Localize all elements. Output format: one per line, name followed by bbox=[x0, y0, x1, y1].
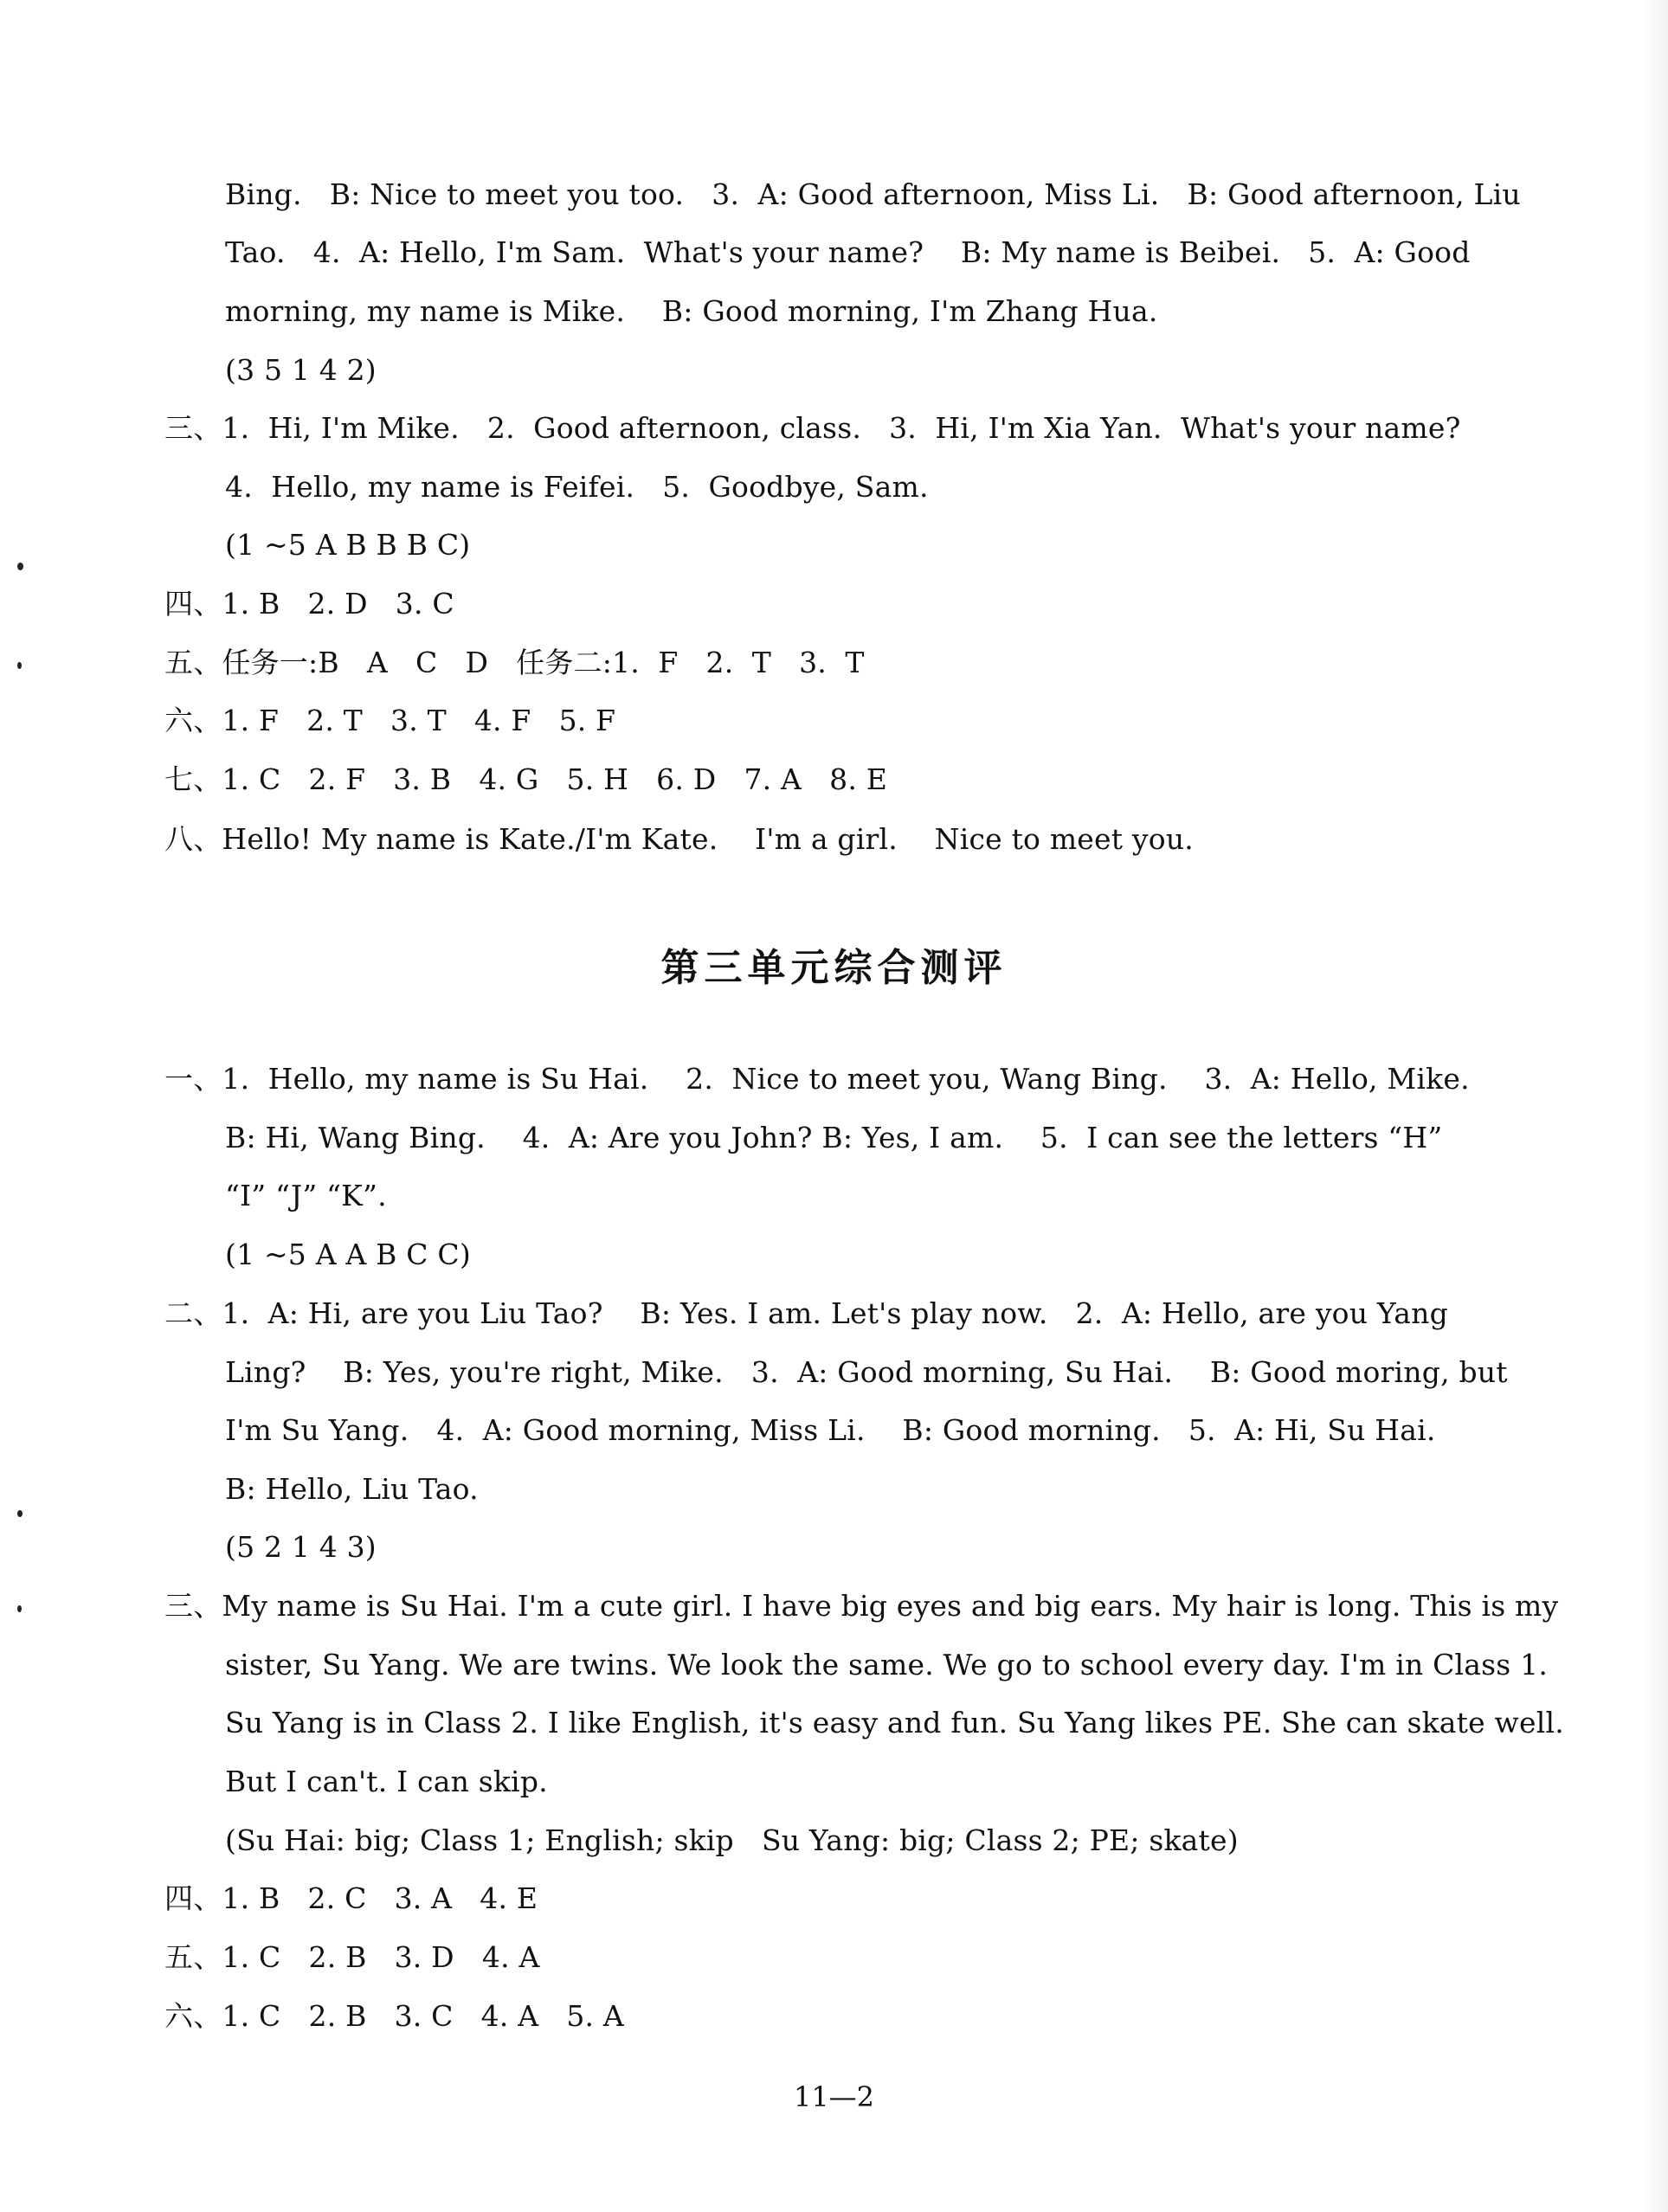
answer-line: 三、1. Hi, I'm Mike. 2. Good afternoon, class. 3. Hi, I'm Xia Yan. What's your name? bbox=[164, 411, 1461, 445]
answer-line: Ling? B: Yes, you're right, Mike. 3. A: Good morning, Su Hai. B: Good moring, but bbox=[225, 1355, 1508, 1389]
scan-dot bbox=[17, 563, 23, 570]
answer-line: (5 2 1 4 3) bbox=[225, 1530, 377, 1564]
answer-line: (1 ~5 A A B C C) bbox=[225, 1238, 471, 1271]
answer-line: 六、1. C 2. B 3. C 4. A 5. A bbox=[164, 1999, 624, 2033]
answer-line: Su Yang is in Class 2. I like English, it's easy and fun. Su Yang likes PE. She can skate well. bbox=[225, 1706, 1564, 1739]
section-title: 第三单元综合测评 bbox=[660, 946, 1008, 990]
answer-line: 五、任务一:B A C D 任务二:1. F 2. T 3. T bbox=[164, 646, 865, 679]
scan-dot bbox=[17, 1510, 23, 1517]
scan-dot bbox=[17, 1605, 22, 1612]
answer-line: 4. Hello, my name is Feifei. 5. Goodbye, Sam. bbox=[225, 470, 929, 504]
answer-line: 七、1. C 2. F 3. B 4. G 5. H 6. D 7. A 8. E bbox=[164, 762, 888, 796]
answer-line: 二、1. A: Hi, are you Liu Tao? B: Yes. I am. Let's play now. 2. A: Hello, are you Yang bbox=[164, 1296, 1448, 1330]
answer-line: “I” “J” “K”. bbox=[225, 1179, 387, 1212]
answer-line: 三、My name is Su Hai. I'm a cute girl. I have big eyes and big ears. My hair is long. This is my bbox=[164, 1589, 1559, 1623]
answer-line: B: Hello, Liu Tao. bbox=[225, 1472, 479, 1506]
answer-line: (Su Hai: big; Class 1; English; skip Su Yang: big; Class 2; PE; skate) bbox=[225, 1823, 1239, 1857]
answer-line: Tao. 4. A: Hello, I'm Sam. What's your name? B: My name is Beibei. 5. A: Good bbox=[225, 235, 1471, 269]
scan-dot bbox=[17, 662, 22, 669]
answer-line: I'm Su Yang. 4. A: Good morning, Miss Li. B: Good morning. 5. A: Hi, Su Hai. bbox=[225, 1413, 1436, 1447]
answer-line: 八、Hello! My name is Kate./I'm Kate. I'm a girl. Nice to meet you. bbox=[164, 822, 1194, 856]
page-number: 11—2 bbox=[793, 2080, 875, 2113]
answer-line: Bing. B: Nice to meet you too. 3. A: Good afternoon, Miss Li. B: Good afternoon, Liu bbox=[225, 177, 1521, 211]
answer-line: sister, Su Yang. We are twins. We look the same. We go to school every day. I'm in Class 1. bbox=[225, 1648, 1549, 1682]
answer-line: morning, my name is Mike. B: Good morning, I'm Zhang Hua. bbox=[225, 294, 1158, 328]
page-edge-shadow bbox=[1642, 0, 1668, 2212]
answer-line: 四、1. B 2. C 3. A 4. E bbox=[164, 1881, 538, 1915]
answer-line: B: Hi, Wang Bing. 4. A: Are you John? B: Yes, I am. 5. I can see the letters “H” bbox=[225, 1121, 1443, 1154]
answer-line: 一、1. Hello, my name is Su Hai. 2. Nice to meet you, Wang Bing. 3. A: Hello, Mike. bbox=[164, 1062, 1470, 1096]
answer-line: 四、1. B 2. D 3. C bbox=[164, 587, 454, 621]
answer-line: (1 ~5 A B B B C) bbox=[225, 528, 471, 562]
answer-line: (3 5 1 4 2) bbox=[225, 353, 377, 387]
answer-line: But I can't. I can skip. bbox=[225, 1765, 548, 1798]
answer-line: 五、1. C 2. B 3. D 4. A bbox=[164, 1940, 540, 1974]
answer-line: 六、1. F 2. T 3. T 4. F 5. F bbox=[164, 704, 616, 737]
